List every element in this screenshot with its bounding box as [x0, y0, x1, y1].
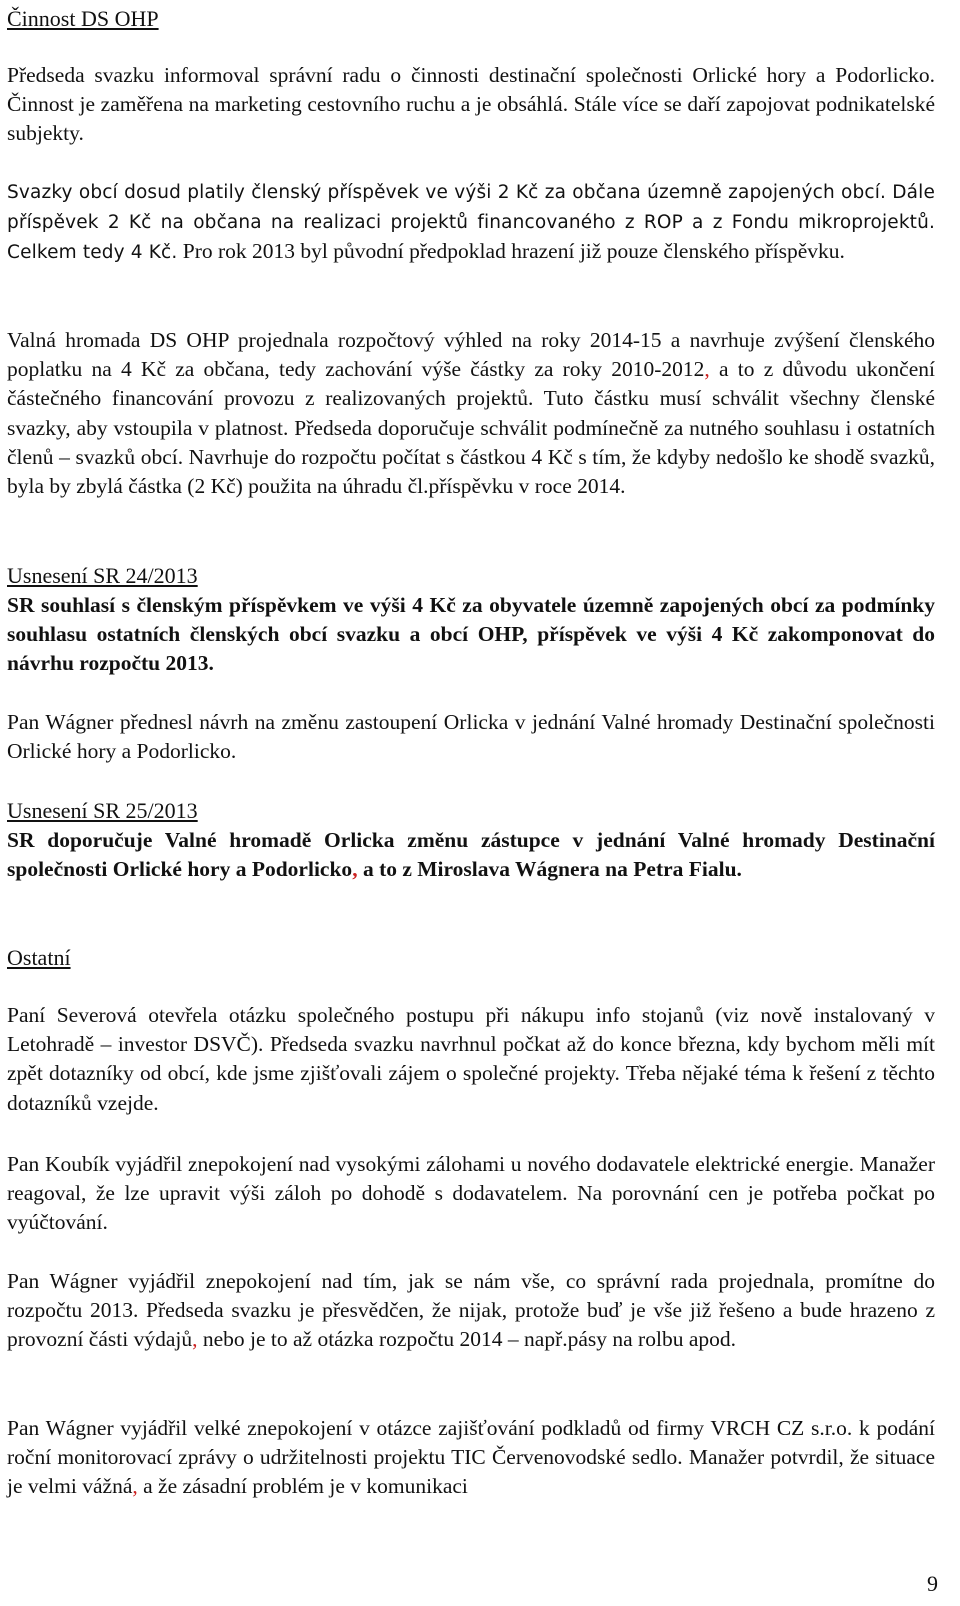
- resolution-heading-24: Usnesení SR 24/2013: [7, 563, 198, 588]
- page-number: 9: [927, 1571, 938, 1596]
- paragraph-membership-fee-tail: Pro rok 2013 byl původní předpoklad hrazení již pouze členského příspěvku.: [177, 239, 845, 264]
- paragraph-electricity: Pan Koubík vyjádřil znepokojení nad vysokými zálohami u nového dodavatele elektrické energie. Manažer reagoval, že lze upravit výši záloh po dohodě s dodavatelem. Na porovnání cen je potřeba počkat po vyúčtování.: [7, 1152, 935, 1235]
- paragraph-membership-fee: [7, 177, 935, 268]
- paragraph-general-assembly-part-a: Valná hromada DS OHP projednala rozpočtový výhled na roky 2014-15 a navrhuje zvýšení členského poplatku na 4 Kč za občana, tedy zachování výše částky za roky 2010-2012: [7, 328, 935, 382]
- paragraph-info-stands: Paní Severová otevřela otázku společného postupu při nákupu info stojanů (viz nově instalovaný v Letohradě – investor DSVČ). Předseda svazku navrhnul počkat až do konce března, kdy bychom měli mít zpět dotazníky od obcí, kde jsme zjišťovali zájem o společné projekty. Třeba nějaké téma k řešení z těchto dotazníků vzejde.: [7, 1003, 935, 1115]
- red-comma: ,: [704, 357, 710, 382]
- paragraph-vrch-monitoring: [7, 1414, 935, 1502]
- paragraph-membership-fee-sans: Svazky obcí dosud platily členský příspěvek ve výši 2 Kč za občana územně zapojených obcí. Dále příspěvek 2 Kč na občana na realizaci projektů financovaného z ROP a z Fondu mikroprojektů. Celkem tedy 4 Kč.: [7, 182, 935, 264]
- resolution-text-25: [7, 826, 935, 884]
- resolution-text-25-part-b: a to z Miroslava Wágnera na Petra Fialu.: [357, 857, 742, 882]
- paragraph-budget-concern-part-b: nebo je to až otázka rozpočtu 2014 – např.pásy na rolbu apod.: [197, 1327, 736, 1352]
- paragraph-general-assembly-part-b: a to z důvodu ukončení částečného financování provozu z realizovaných projektů. Tuto částku musí schválit všechny členské svazky, aby vstoupila v platnost. Předseda doporučuje schválit podmínečně za nutného souhlasu i ostatních členů – svazků obcí. Navrhuje do rozpočtu počítat s částkou 4 Kč s tím, že kdyby nedošlo ke shodě svazků, byla by zbylá částka (2 Kč) použita na úhradu čl.příspěvku v roce 2014.: [7, 357, 935, 499]
- section-heading-cinnost: Činnost DS OHP: [7, 6, 159, 31]
- paragraph-budget-concern-part-a: Pan Wágner vyjádřil znepokojení nad tím, jak se nám vše, co správní rada projednala, promítne do rozpočtu 2013. Předseda svazku je přesvědčen, že nijak, protože buď je vše již řešeno a bude hrazeno z provozní části výdajů: [7, 1269, 935, 1352]
- resolution-heading-25: Usnesení SR 25/2013: [7, 798, 198, 823]
- resolution-text-24: SR souhlasí s členským příspěvkem ve výši 4 Kč za obyvatele územně zapojených obcí za podmínky souhlasu ostatních členských obcí svazku a obcí OHP, příspěvek ve výši 4 Kč zakomponovat do návrhu rozpočtu 2013.: [7, 593, 935, 676]
- section-heading-ostatni: Ostatní: [7, 945, 71, 970]
- paragraph-budget-concern: [7, 1267, 935, 1355]
- red-comma: ,: [352, 857, 358, 882]
- paragraph-vrch-monitoring-part-b: a že zásadní problém je v komunikaci: [137, 1474, 468, 1499]
- paragraph-cinnost-intro: Předseda svazku informoval správní radu o činnosti destinační společnosti Orlické hory a Podorlicko. Činnost je zaměřena na marketing cestovního ruchu a je obsáhlá. Stále více se daří zapojovat podnikatelské subjekty.: [7, 63, 935, 146]
- resolution-text-25-part-a: SR doporučuje Valné hromadě Orlicka změnu zástupce v jednání Valné hromady Destinační společnosti Orlické hory a Podorlicko: [7, 828, 935, 882]
- paragraph-representation-change: Pan Wágner přednesl návrh na změnu zastoupení Orlicka v jednání Valné hromady Destinační společnosti Orlické hory a Podorlicko.: [7, 710, 935, 764]
- red-comma: ,: [192, 1327, 198, 1352]
- paragraph-general-assembly: [7, 326, 935, 501]
- red-comma: ,: [132, 1474, 138, 1499]
- paragraph-vrch-monitoring-part-a: Pan Wágner vyjádřil velké znepokojení v otázce zajišťování podkladů od firmy VRCH CZ s.r.o. k podání roční monitorovací zprávy o udržitelnosti projektu TIC Červenovodské sedlo. Manažer potvrdil, že situace je velmi vážná: [7, 1416, 935, 1499]
